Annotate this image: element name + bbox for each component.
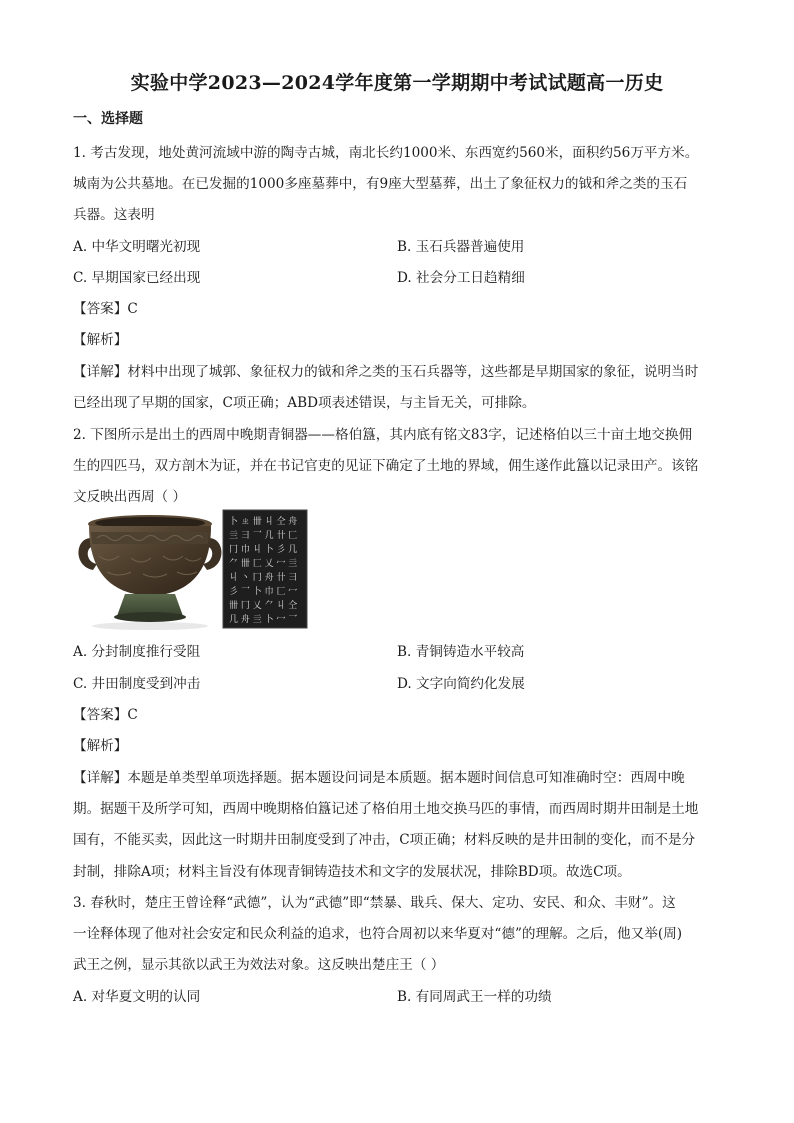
q1-detail-line-1 [73, 360, 698, 380]
q1-answer-value: C [127, 301, 138, 317]
q2-detail-line-2: 期。据题干及所学可知，西周中晚期格伯簋记述了格伯用土地交换马匹的事情，而西周时期井田制是土地 [73, 801, 699, 817]
q3-option-a: A. 对华夏文明的认同 [73, 989, 201, 1005]
q2-option-d: D. 文字向简约化发展 [397, 676, 525, 692]
svg-text:亖 ⺕ 乛 ⼏ 卄 匚: 亖 ⺕ 乛 ⼏ 卄 匚 [229, 531, 298, 541]
bronze-gui-vessel-image [79, 515, 222, 630]
q3-option-b: B. 有同周武王一样的功绩 [397, 989, 552, 1005]
q3-line-3: 武王之例，显示其欲以武王为效法对象。这反映出楚庄王（ ） [73, 957, 445, 973]
q2-answer-value: C [127, 707, 138, 723]
q2-line-2: 生的四匹马，双方剖木为证，并在书记官吏的见证下确定了土地的界域，佣生遂作此簋以记录田产。该铭 [73, 458, 699, 474]
q3-line-2: 一诠释体现了他对社会安定和民众利益的追求，也符合周初以来华夏对“德”的理解。之后，他又举(周) [73, 926, 683, 942]
svg-text:⺈ 卌 匚 乂 冖 亖: ⺈ 卌 匚 乂 冖 亖 [229, 559, 298, 569]
section-heading: 一、选择题 [73, 111, 143, 127]
q1-answer-tag: 【答案】 [73, 301, 128, 317]
svg-text:⼏ 舟 亖 卜 冖 乛: ⼏ 舟 亖 卜 冖 乛 [229, 615, 298, 625]
svg-text:卜 ㄓ 卌 丩 仝 舟: 卜 ㄓ 卌 丩 仝 舟 [229, 517, 298, 527]
q2-analysis-tag: 【解析】 [73, 738, 128, 754]
q1-detail-tag: 【详解】 [73, 364, 128, 380]
q1-line-3: 兵器。这表明 [73, 207, 155, 223]
q1-option-c: C. 早期国家已经出现 [73, 270, 201, 286]
q1-option-b: B. 玉石兵器普遍使用 [397, 239, 525, 255]
q1-answer [73, 297, 138, 317]
svg-text:彡 乛 卜 ⼱ 匚 冖: 彡 乛 卜 ⼱ 匚 冖 [229, 587, 298, 597]
q1-detail-line-2: 已经出现了早期的国家，C项正确；ABD项表述错误，与主旨无关，可排除。 [73, 395, 536, 411]
q2-line-3: 文反映出西周（ ） [73, 489, 187, 505]
q1-detail-text-1: 材料中出现了城郭、象征权力的钺和斧之类的玉石兵器等，这些都是早期国家的象征，说明当时 [127, 364, 699, 380]
inscription-rubbing-image [223, 510, 307, 628]
q2-detail-text-1: 本题是单类型单项选择题。据本题设问词是本质题。据本题时间信息可知准确时空：西周中晚 [127, 770, 685, 786]
q2-detail-tag: 【详解】 [73, 770, 128, 786]
q3-line-1: 3. 春秋时，楚庄王曾诠释“武德”，认为“武德”即“禁暴、戢兵、保大、定功、安民、和众、丰财”。这 [73, 895, 676, 911]
page-title: 实验中学2023—2024学年度第一学期期中考试试题高一历史 [130, 72, 664, 94]
q2-detail-line-4: 封制，排除A项；材料主旨没有体现青铜铸造技术和文字的发展状况，排除BD项。故选C项。 [73, 864, 631, 880]
q2-detail-line-1 [73, 766, 685, 786]
svg-text:丩 ⼂ 冂 舟 卄 ⺕: 丩 ⼂ 冂 舟 卄 ⺕ [229, 573, 298, 583]
q1-option-a: A. 中华文明曙光初现 [73, 239, 201, 255]
q2-line-1: 2. 下图所示是出土的西周中晚期青铜器——格伯簋，其内底有铭文83字，记述格伯以三十亩土地交换佣 [73, 427, 693, 443]
q1-line-2: 城南为公共墓地。在已发掘的1000多座墓葬中，有9座大型墓葬，出土了象征权力的钺和斧之类的玉石 [73, 176, 688, 192]
q2-answer-tag: 【答案】 [73, 707, 128, 723]
svg-text:卌 冂 乂 ⺈ 丩 仝: 卌 冂 乂 ⺈ 丩 仝 [229, 601, 298, 611]
svg-text:冂 ⼱ 丩 卜 彡 ⼏: 冂 ⼱ 丩 卜 彡 ⼏ [229, 545, 298, 555]
q2-option-a: A. 分封制度推行受阻 [73, 644, 201, 660]
q1-line-1: 1. 考古发现，地处黄河流域中游的陶寺古城，南北长约1000米、东西宽约560米，面积约56万平方米。 [73, 145, 699, 161]
q2-option-c: C. 井田制度受到冲击 [73, 676, 201, 692]
q1-analysis-tag: 【解析】 [73, 332, 128, 348]
bronze-vessel-figure [73, 508, 309, 632]
q2-detail-line-3: 国有，不能买卖，因此这一时期井田制度受到了冲击，C项正确；材料反映的是井田制的变化，而不是分 [73, 832, 696, 848]
q2-answer [73, 703, 138, 723]
q2-option-b: B. 青铜铸造水平较高 [397, 644, 525, 660]
q1-option-d: D. 社会分工日趋精细 [397, 270, 525, 286]
